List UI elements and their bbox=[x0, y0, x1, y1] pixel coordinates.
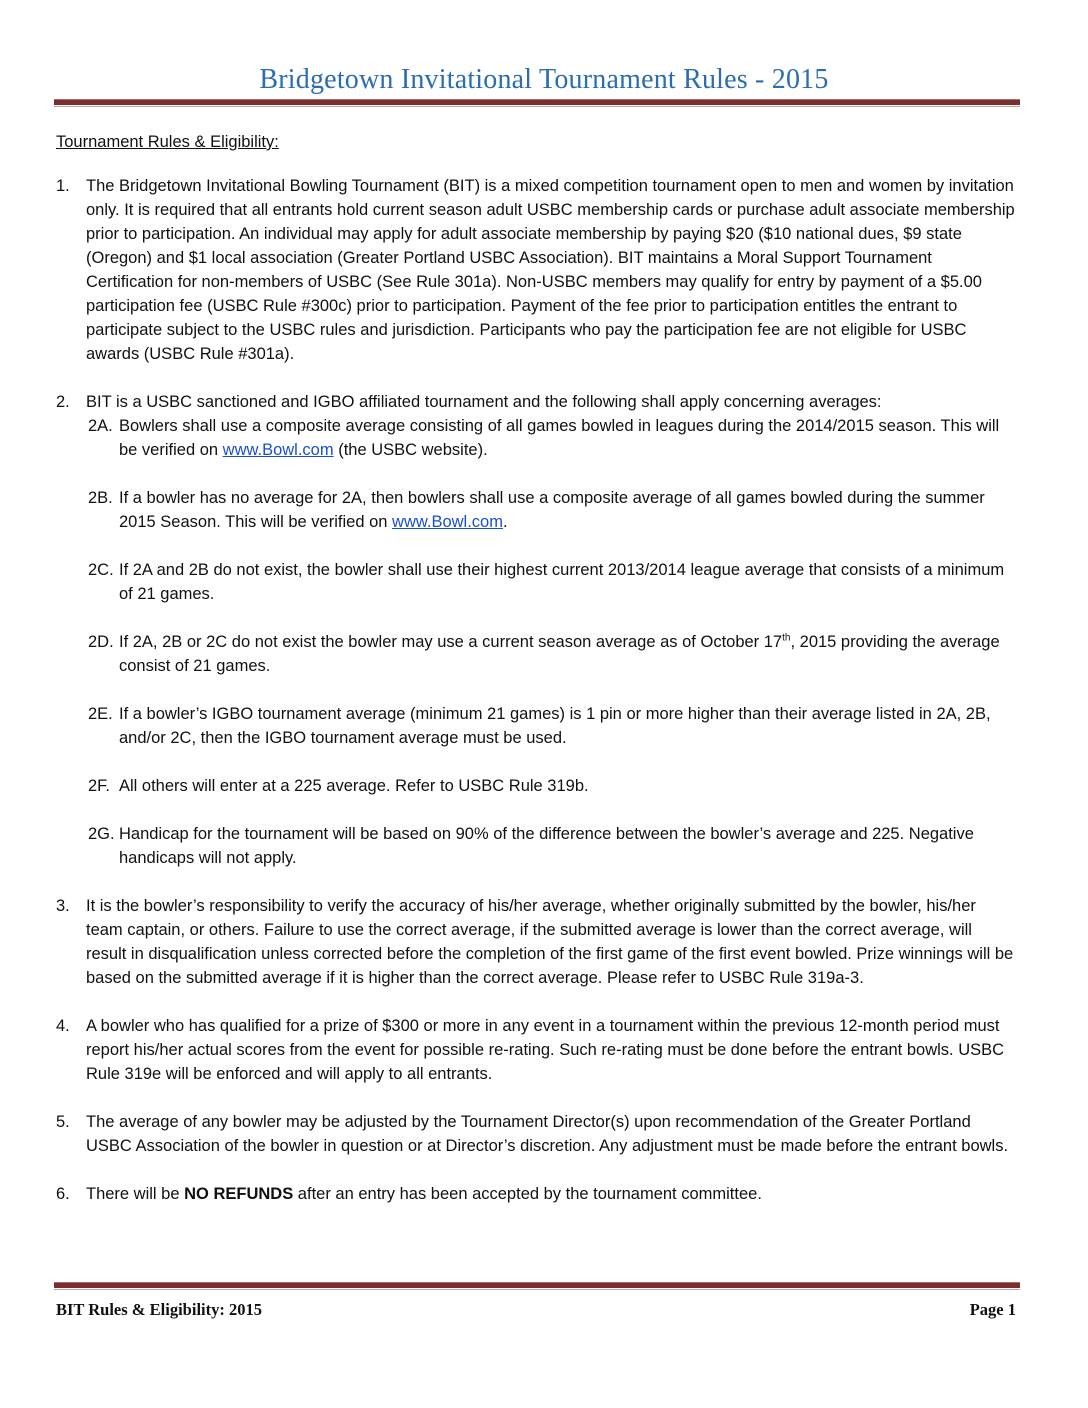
subrule-number: 2B. bbox=[88, 489, 113, 507]
subrule-text bbox=[119, 414, 1016, 462]
rule-item-2 bbox=[56, 390, 1016, 414]
subrule-text: If 2A and 2B do not exist, the bowler shall use their highest current 2013/2014 league average that consists of a minimum of 21 games. bbox=[119, 561, 1005, 603]
rule-number: 4. bbox=[56, 1017, 70, 1035]
footer-divider-thin bbox=[54, 1289, 1020, 1290]
subrule-text: If a bowler’s IGBO tournament average (minimum 21 games) is 1 pin or more higher than their average listed in 2A, 2B, and/or 2C, then the IGBO tournament average must be used. bbox=[119, 705, 991, 747]
page-number: Page 1 bbox=[969, 1300, 1016, 1319]
subrule-2g bbox=[56, 822, 1016, 870]
rule-text: A bowler who has qualified for a prize of $300 or more in any event in a tournament within the previous 12-month period must report his/her actual scores from the event for possible re-rating. Such re-rating must be done before the entrant bowls. USBC Rule 319e will be enforced and will apply to all entrants. bbox=[86, 1017, 1005, 1083]
subrule-2d bbox=[56, 630, 1016, 678]
subrule-number: 2C. bbox=[88, 561, 114, 579]
subrule-text-part: (the USBC website). bbox=[333, 441, 488, 459]
rule-item-3 bbox=[56, 894, 1016, 990]
subrule-number: 2D. bbox=[88, 633, 114, 651]
subrule-text bbox=[119, 630, 1016, 678]
subrule-text: Handicap for the tournament will be based on 90% of the difference between the bowler’s average and 225. Negative handicaps will not apply. bbox=[119, 825, 974, 867]
subrule-2b bbox=[56, 486, 1016, 534]
rule-number: 3. bbox=[56, 897, 70, 915]
page-title: Bridgetown Invitational Tournament Rules - 2015 bbox=[259, 64, 829, 95]
subrule-number: 2A. bbox=[88, 417, 113, 435]
subrule-2e bbox=[56, 702, 1016, 750]
bowl-com-link[interactable]: www.Bowl.com bbox=[222, 441, 334, 459]
ordinal-superscript: th bbox=[782, 632, 791, 644]
subrule-text-part: . bbox=[502, 513, 508, 531]
rule-text: The average of any bowler may be adjusted by the Tournament Director(s) upon recommendation of the Greater Portland USBC Association of the bowler in question or at Director’s discretion. Any adjustment must be made before the entrant bowls. bbox=[86, 1113, 1009, 1155]
subrule-number: 2F. bbox=[88, 777, 111, 795]
rule-number: 5. bbox=[56, 1113, 70, 1131]
rule-text-part: There will be bbox=[86, 1185, 185, 1203]
rule-item-4 bbox=[56, 1014, 1016, 1086]
rule-item-5 bbox=[56, 1110, 1016, 1158]
footer-title: BIT Rules & Eligibility: 2015 bbox=[56, 1300, 262, 1319]
rule-text: It is the bowler’s responsibility to verify the accuracy of his/her average, whether originally submitted by the bowler, his/her team captain, or others. Failure to use the correct average, if the submitted average is lower than the correct average, will result in disqualification unless corrected before the completion of the first game of the first event bowled. Prize winnings will be based on the submitted average if it is higher than the correct average. Please refer to USBC Rule 319a-3. bbox=[86, 897, 1014, 987]
subrule-text-part: Bowlers shall use a composite average consisting of all games bowled in leagues during the 2014/2015 season. This will be verified on bbox=[119, 417, 1000, 459]
no-refunds-emphasis: NO REFUNDS bbox=[184, 1185, 294, 1203]
rule-number: 2. bbox=[56, 393, 70, 411]
rule-text bbox=[86, 1182, 1016, 1206]
rule-number: 1. bbox=[56, 177, 70, 195]
rule-text-part: after an entry has been accepted by the tournament committee. bbox=[293, 1185, 762, 1203]
rule-item-1 bbox=[56, 174, 1016, 366]
subrule-2a bbox=[56, 414, 1016, 462]
subrule-text bbox=[119, 486, 1016, 534]
subrule-number: 2E. bbox=[88, 705, 113, 723]
subrule-text-part: If 2A, 2B or 2C do not exist the bowler may use a current season average as of October 17 bbox=[119, 633, 783, 651]
rule-number: 6. bbox=[56, 1185, 70, 1203]
subrule-text: All others will enter at a 225 average. Refer to USBC Rule 319b. bbox=[119, 777, 589, 795]
section-heading: Tournament Rules & Eligibility: bbox=[56, 133, 279, 151]
rule-text: BIT is a USBC sanctioned and IGBO affiliated tournament and the following shall apply concerning averages: bbox=[86, 393, 882, 411]
subrule-text-part: If a bowler has no average for 2A, then bowlers shall use a composite average of all games bowled during the summer 2015 Season. This will be verified on bbox=[119, 489, 985, 531]
header-divider bbox=[54, 99, 1020, 105]
subrule-2c bbox=[56, 558, 1016, 606]
bowl-com-link[interactable]: www.Bowl.com bbox=[392, 513, 503, 531]
rule-item-6 bbox=[56, 1182, 1016, 1206]
subrule-number: 2G. bbox=[88, 825, 115, 843]
header-divider-thin bbox=[54, 106, 1020, 107]
rule-text: The Bridgetown Invitational Bowling Tournament (BIT) is a mixed competition tournament open to men and women by invitation only. It is required that all entrants hold current season adult USBC membership cards or purchase adult associate membership prior to participation. An individual may apply for adult associate membership by paying $20 ($10 national dues, $9 state (Oregon) and $1 local association (Greater Portland USBC Association). BIT maintains a Moral Support Tournament Certification for non-members of USBC (See Rule 301a). Non-USBC members may qualify for entry by payment of a $5.00 participation fee (USBC Rule #300c) prior to participation. Payment of the fee prior to participation entitles the entrant to participate subject to the USBC rules and jurisdiction. Participants who pay the participation fee are not eligible for USBC awards (USBC Rule #301a). bbox=[86, 177, 1015, 363]
footer-divider bbox=[54, 1282, 1020, 1288]
subrule-text-part: , 2015 providing the average consist of 21 games. bbox=[119, 633, 1000, 675]
rules-list bbox=[56, 174, 1016, 1230]
subrule-2f bbox=[56, 774, 1016, 798]
